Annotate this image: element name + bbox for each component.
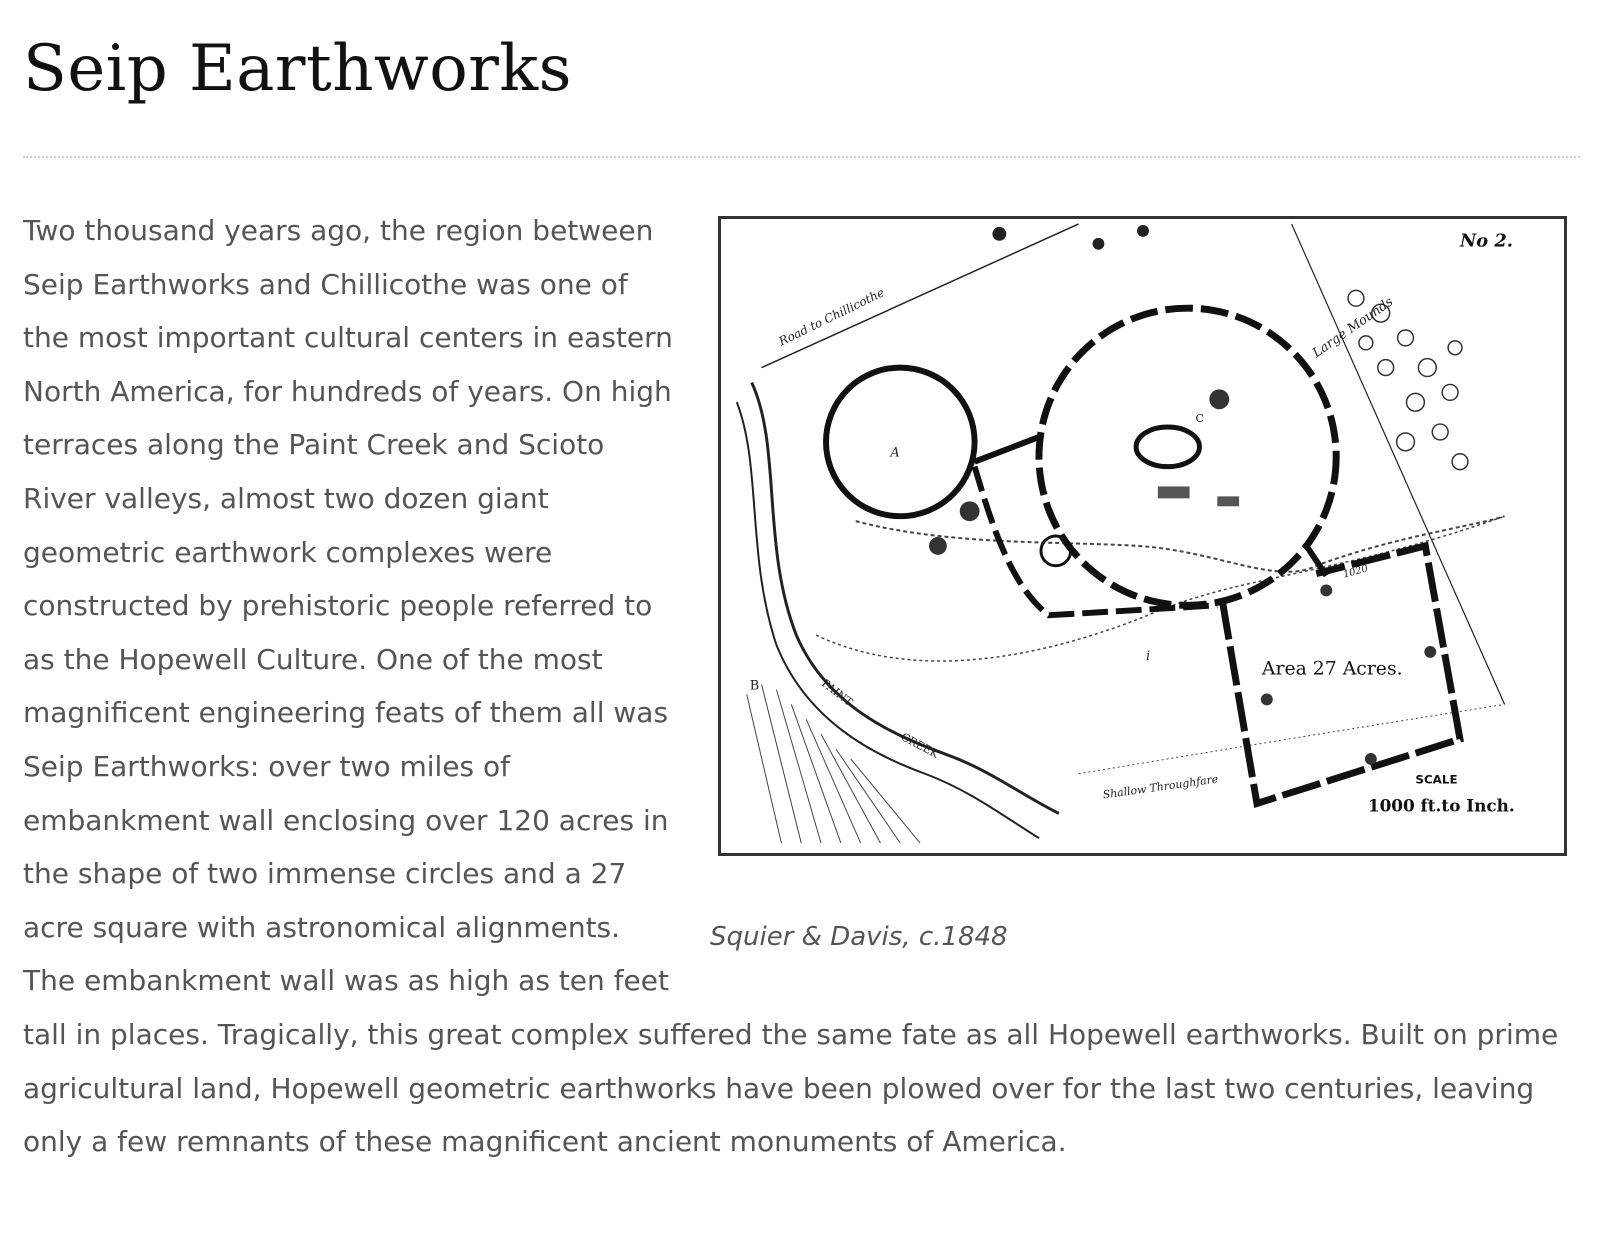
figure-caption: Squier & Davis, c.1848: [710, 922, 1008, 952]
creek-label-2: CREEK: [898, 730, 941, 761]
road-label: Road to Chillicothe: [776, 285, 887, 349]
large-circle-earthwork: [1039, 308, 1336, 605]
road-line: [762, 224, 1079, 368]
scale-title: SCALE: [1415, 772, 1458, 787]
page-title: Seip Earthworks: [23, 32, 572, 106]
plate-number: No 2.: [1459, 230, 1514, 252]
small-circle-earthwork: [826, 368, 975, 517]
label-b: B: [749, 678, 760, 694]
label-a: A: [890, 445, 900, 461]
label-1020: 1020: [1342, 563, 1370, 581]
area-label: Area 27 Acres.: [1261, 658, 1403, 680]
scale-value: 1000 ft.to Inch.: [1367, 795, 1515, 816]
shallow-label: Shallow Throughfare: [1101, 772, 1219, 802]
creek-label-1: PAINT: [819, 676, 855, 709]
article-paragraph: Two thousand years ago, the region between Seip Earthworks and Chillicothe was one of the most important cultural centers in eastern North America, for hundreds of years. On high terraces along the Paint Creek and Scioto River valleys, almost two dozen giant geometric earthwork complexes were constructed by prehistoric people referred to as the Hopewell Culture. One of the most magnificent engineering feats of them all was Seip Earthworks: over two miles of embankment wall enclosing over 120 acres in the shape of two immense circles and a 27 acre square with astronomical alignments. The embankment wall was as high as ten feet tall in places. Tragically, this great complex suffered the same fate as all Hopewell earthworks. Built on prime agricultural land, Hopewell geometric earthworks have been plowed over for the last two centuries, leaving only a few remnants of these magnificent ancient monuments of America.: [23, 214, 1559, 1159]
title-divider: [23, 156, 1580, 158]
boundary-line: [1292, 224, 1505, 704]
label-i: i: [1145, 648, 1151, 664]
figure: [710, 204, 1580, 989]
mounds-label: Large Mounds: [1310, 294, 1397, 361]
article-body: [23, 204, 1580, 1169]
earthworks-map-image: [718, 216, 1567, 856]
central-mound: [1136, 427, 1199, 467]
label-c: C: [1195, 412, 1204, 426]
